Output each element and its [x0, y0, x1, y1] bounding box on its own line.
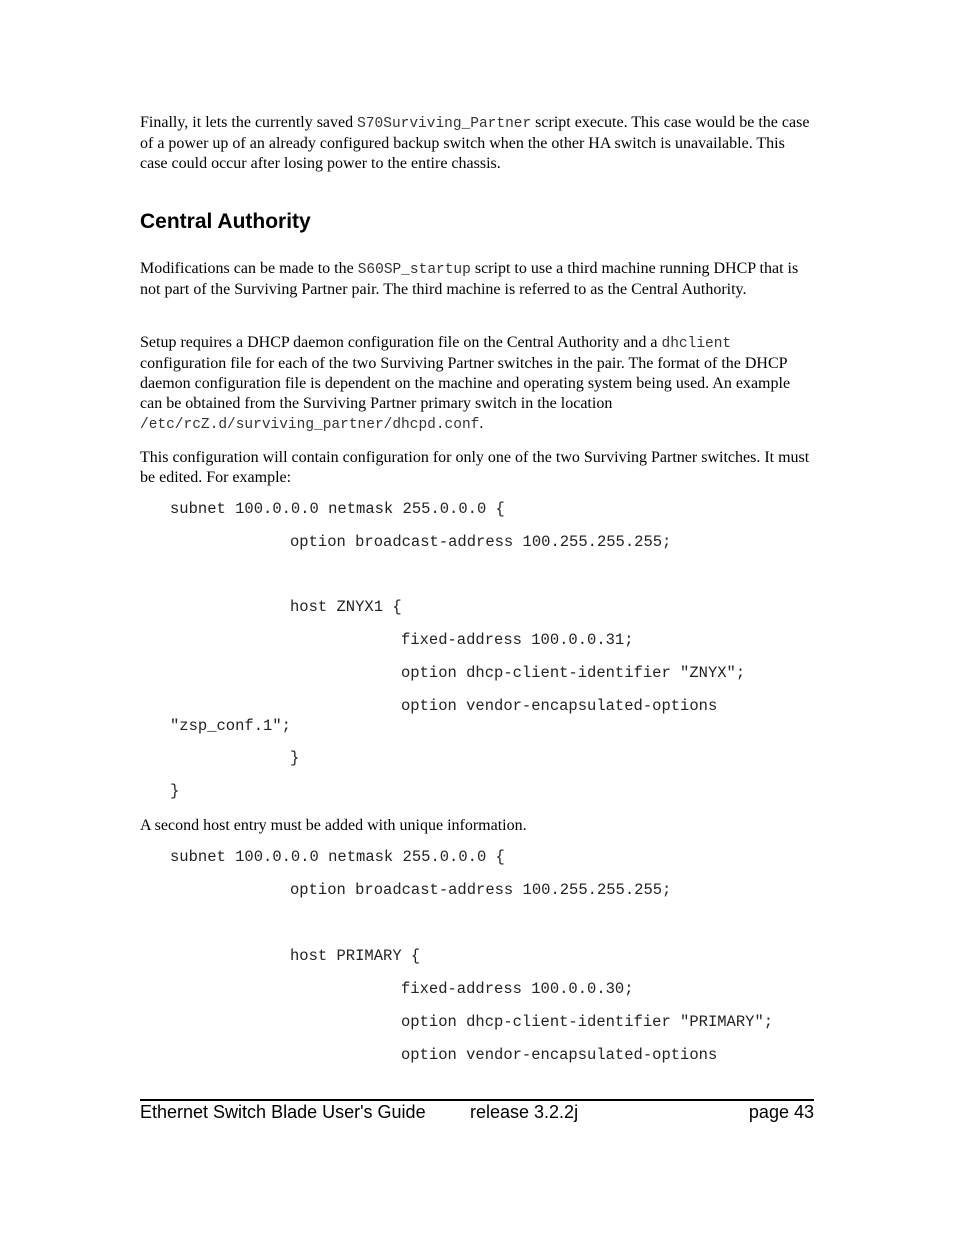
footer-title: Ethernet Switch Blade User's Guide — [140, 1102, 426, 1122]
code-line: host PRIMARY { — [290, 947, 421, 965]
code-line: } — [170, 782, 180, 800]
code-line: } — [290, 749, 300, 767]
code-line: subnet 100.0.0.0 netmask 255.0.0.0 { — [170, 500, 505, 518]
code-line: subnet 100.0.0.0 netmask 255.0.0.0 { — [170, 848, 505, 866]
footer-release: release 3.2.2j — [470, 1102, 579, 1122]
code-line: fixed-address 100.0.0.31; — [401, 631, 634, 649]
document-page — [140, 0, 814, 1235]
code-line: fixed-address 100.0.0.30; — [401, 980, 634, 998]
intro-text: Finally, it lets the currently saved — [140, 114, 358, 131]
section-heading: Central Authority — [140, 210, 311, 233]
paragraph-setup — [140, 333, 814, 435]
startup-script-code: S60SP_startup — [357, 262, 471, 278]
code-line: option vendor-encapsulated-options — [401, 697, 718, 715]
code-line: option broadcast-address 100.255.255.255; — [290, 881, 672, 899]
para1-text-cont: script to use a third machine running DHCP that is not part of the Surviving Partner pair. The third machine is referred to as the Central Authority. — [140, 260, 799, 298]
dhcpd-path-code: /etc/rcZ.d/surviving_partner/dhcpd.conf — [140, 417, 480, 433]
code-line: option vendor-encapsulated-options — [401, 1046, 718, 1064]
para2-text-mid: configuration file for each of the two Surviving Partner switches in the pair. The format of the DHCP daemon configuration file is dependent on the machine and operating system being used. An example can be obtained from the Surviving Partner primary switch in the location — [140, 355, 791, 412]
code-line: option broadcast-address 100.255.255.255; — [290, 533, 672, 551]
code-line: option dhcp-client-identifier "ZNYX"; — [401, 664, 746, 682]
code-line: host ZNYX1 { — [290, 598, 402, 616]
code-line: option dhcp-client-identifier "PRIMARY"; — [401, 1013, 774, 1031]
para3-text: This configuration will contain configuration for only one of the two Surviving Partner switches. It must be edited. For example: — [140, 449, 810, 486]
para4-text: A second host entry must be added with unique information. — [140, 817, 527, 834]
script-name-code: S70Surviving_Partner — [357, 116, 532, 132]
paragraph-modifications — [140, 259, 814, 300]
intro-paragraph — [140, 113, 814, 174]
para1-text: Modifications can be made to the — [140, 260, 358, 277]
dhclient-code: dhclient — [661, 336, 732, 352]
para2-text: Setup requires a DHCP daemon configuration file on the Central Authority and a — [140, 334, 662, 351]
paragraph-second-host — [140, 816, 814, 836]
paragraph-configuration — [140, 448, 814, 488]
code-line: "zsp_conf.1"; — [170, 717, 291, 735]
footer-page-number: page 43 — [748, 1102, 814, 1122]
intro-text-cont: script execute. This case would be the case of a power up of an already configured backup switch when the other HA switch is unavailable. This case could occur after losing power to the entire chassis. — [140, 114, 810, 172]
para2-text-end: . — [479, 415, 484, 432]
